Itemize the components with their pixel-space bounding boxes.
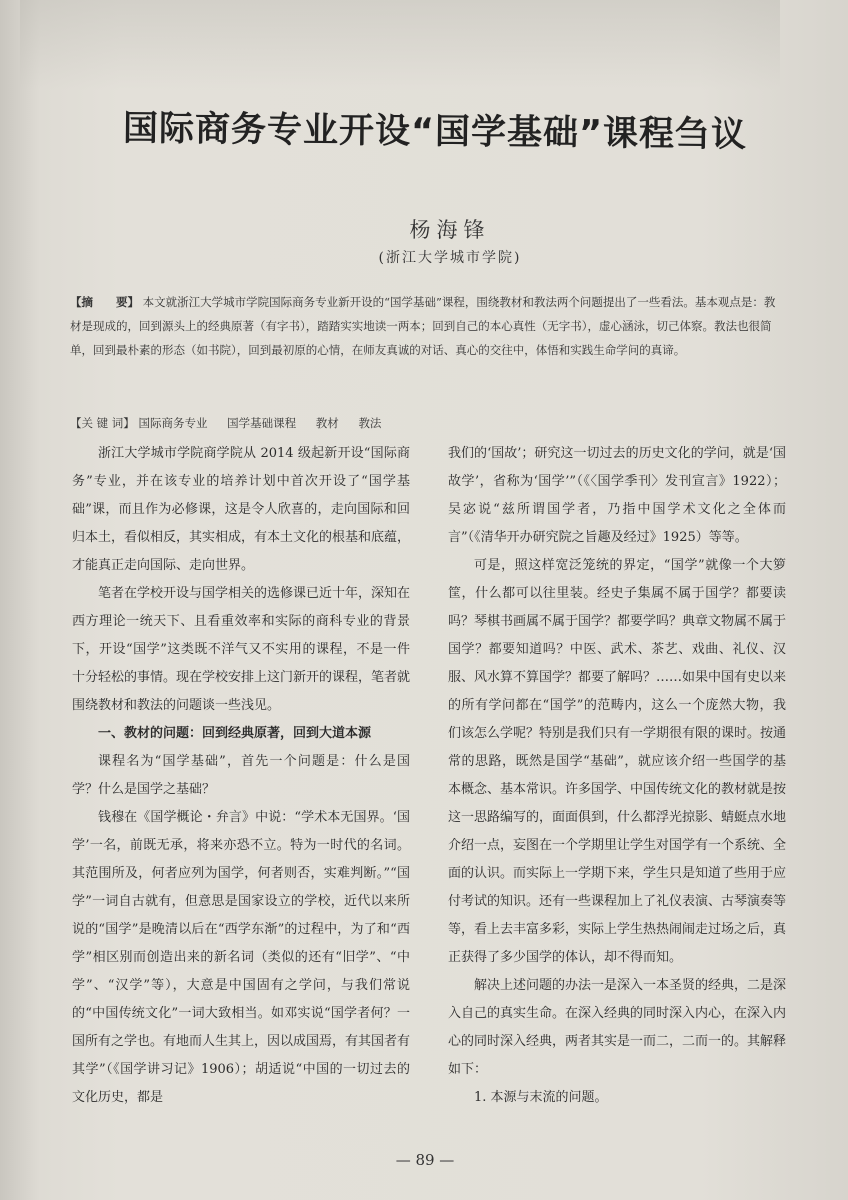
abstract-label: 【摘 要】 (70, 295, 139, 309)
left-column (72, 440, 410, 1112)
body-paragraph: 课程名为“国学基础”，首先一个问题是：什么是国学？什么是国学之基础？ (72, 754, 410, 797)
body-paragraph: 1. 本源与末流的问题。 (474, 1090, 608, 1105)
body-paragraph: 解决上述问题的办法一是深入一本圣贤的经典，二是深入自己的真实生命。在深入经典的同时深入内心，在深入内心的同时深入经典，两者其实是一而二，二而一的。其解释如下： (448, 978, 787, 1077)
keyword-item: 教材 (315, 416, 339, 430)
keywords-label: 【关 键 词】 (70, 416, 135, 430)
abstract (70, 290, 782, 362)
body-paragraph: 笔者在学校开设与国学相关的选修课已近十年，深知在西方理论一统天下、且看重效率和实际的商科专业的背景下，开设“国学”这类既不洋气又不实用的课程，不是一件十分轻松的事情。现在学校安排上这门新开的课程，笔者就围绕教材和教法的问题谈一些浅见。 (72, 586, 411, 713)
right-column (448, 440, 786, 1112)
keyword-item: 国际商务专业 (138, 416, 208, 430)
article-title: 国际商务专业开设“国学基础”课程刍议 (122, 108, 748, 156)
body-paragraph: 钱穆在《国学概论・弁言》中说：“学术本无国界。‘国学’一名，前既无承，将来亦恐不立。特为一时代的名词。其范围所及，何者应列为国学，何者则否，实难判断。”“国学”一词自古就有，但意思是国家设立的学校，近代以来所说的“国学”是晚清以后在“西学东渐”的过程中，为了和“西学”相区别而创造出来的新名词（类似的还有“旧学”、“中学”、“汉学”等），大意是中国固有之学问，与我们常说的“中国传统文化”一词大致相当。如邓实说“国学者何？一国所有之学也。有地而人生其上，因以成国焉，有其国者有其学”（《国学讲习记》1906）；胡适说“中国的一切过去的文化历史，都是 (72, 810, 411, 1105)
body-paragraph: 可是，照这样宽泛笼统的界定，“国学”就像一个大箩筐，什么都可以往里装。经史子集属不属于国学？都要读吗？琴棋书画属不属于国学？都要学吗？典章文物属不属于国学？都要知道吗？中医、武术、茶艺、戏曲、礼仪、汉服、风水算不算国学？都要了解吗？……如果中国有史以来的所有学问都在“国学”的范畴内，这么一个庞然大物，我们该怎么学呢？特别是我们只有一学期很有限的课时。按通常的思路，既然是国学“基础”，就应该介绍一些国学的基本概念、基本常识。许多国学、中国传统文化的教材就是按这一思路编写的，面面俱到，什么都浮光掠影、蜻蜓点水地介绍一点，妄图在一个学期里让学生对国学有一个系统、全面的认识。而实际上一学期下来，学生只是知道了些用于应付考试的知识。还有一些课程加上了礼仪表演、古琴演奏等等，看上去丰富多彩，实际上学生热热闹闹走过场之后，真正获得了多少国学的体认，却不得而知。 (448, 558, 787, 965)
author-name: 杨海锋 (409, 218, 491, 242)
keyword-item: 国学基础课程 (227, 416, 297, 430)
body-paragraph: 我们的‘国故’；研究这一切过去的历史文化的学问，就是‘国故学’，省称为‘国学’”（《〈国学季刊〉发刊宣言》1922）；吴宓说“兹所谓国学者，乃指中国学术文化之全体而言”（《清华开办研究院之旨趣及经过》1925）等等。 (448, 446, 786, 545)
author-affiliation: (浙江大学城市学院) (378, 250, 522, 266)
body-paragraph: 浙江大学城市学院商学院从 2014 级起新开设“国际商务”专业，并在该专业的培养计划中首次开设了“国学基础”课，而且作为必修课，这是令人欣喜的，走向国际和回归本土，看似相反，其实相成，有本土文化的根基和底蕴，才能真正走向国际、走向世界。 (72, 446, 411, 573)
keyword-item: 教法 (358, 416, 382, 430)
keywords (70, 413, 782, 433)
page-number: — 89 — (395, 1151, 455, 1169)
abstract-text: 本文就浙江大学城市学院国际商务专业新开设的“国学基础”课程，围绕教材和教法两个问题提出了一些看法。基本观点是：教材是现成的，回到源头上的经典原著（有字书），踏踏实实地读一两本；回到自己的本心真性（无字书），虚心涵泳，切己体察。教法也很简单，回到最朴素的形态（如书院），回到最初原的心情，在师友真诚的对话、真心的交往中，体悟和实践生命学问的真谛。 (70, 295, 776, 357)
scan-shadow (20, 0, 780, 90)
section-heading: 一、教材的问题：回到经典原著，回到大道本源 (98, 726, 372, 741)
